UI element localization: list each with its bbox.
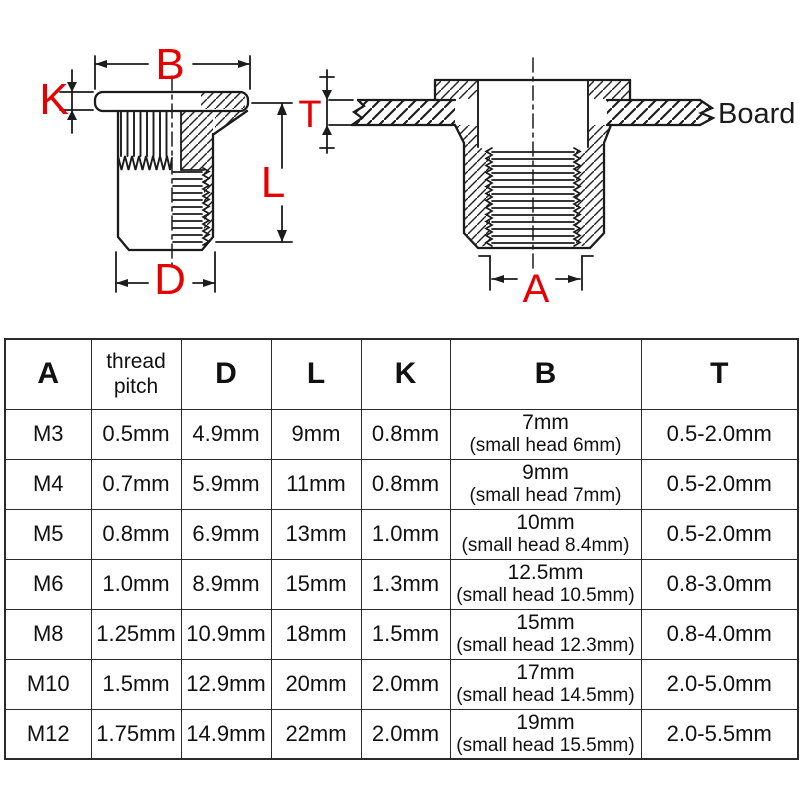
- b-small-head-value: (small head 12.3mm): [456, 634, 635, 656]
- dim-label-k: K: [39, 75, 69, 124]
- b-value: 12.5mm: [507, 561, 584, 585]
- b-value: 10mm: [516, 511, 575, 535]
- spec-cell: 0.5-2.0mm: [641, 459, 798, 509]
- b-value: 9mm: [522, 461, 569, 485]
- flange-hatch-left: [436, 81, 477, 99]
- spec-cell: 0.7mm: [91, 459, 181, 509]
- b-small-head-value: (small head 6mm): [469, 434, 622, 456]
- spec-cell: [450, 409, 641, 459]
- b-value: 19mm: [516, 711, 575, 735]
- table-row-m12: [5, 709, 798, 759]
- spec-cell: 1.25mm: [91, 609, 181, 659]
- spec-cell: M3: [5, 409, 91, 459]
- spec-cell: 0.8-3.0mm: [641, 559, 798, 609]
- spec-cell: 13mm: [271, 509, 361, 559]
- spec-cell: M8: [5, 609, 91, 659]
- col-header-a: A: [5, 339, 91, 409]
- col-header-t: T: [641, 339, 798, 409]
- flange-hatch-right: [589, 81, 629, 99]
- spec-cell: 0.8mm: [361, 409, 450, 459]
- spec-cell: 15mm: [271, 559, 361, 609]
- spec-cell: 22mm: [271, 709, 361, 759]
- spec-cell: 2.0-5.5mm: [641, 709, 798, 759]
- col-header-k: K: [361, 339, 450, 409]
- dim-label-t: T: [298, 94, 322, 136]
- dim-label-d: D: [154, 255, 186, 304]
- spec-cell: 4.9mm: [181, 409, 271, 459]
- spec-cell: 12.9mm: [181, 659, 271, 709]
- dim-label-a: A: [522, 267, 550, 311]
- spec-cell: [450, 659, 641, 709]
- table-row-m8: [5, 609, 798, 659]
- spec-table: [4, 338, 799, 760]
- table-row-m10: [5, 659, 798, 709]
- col-header-l: L: [271, 339, 361, 409]
- b-small-head-value: (small head 8.4mm): [461, 534, 630, 556]
- spec-cell: 1.75mm: [91, 709, 181, 759]
- rivet-nut-section-diagram: [39, 40, 292, 304]
- spec-cell: M10: [5, 659, 91, 709]
- spec-cell: [450, 509, 641, 559]
- spec-cell: M4: [5, 459, 91, 509]
- col-header-d: D: [181, 339, 271, 409]
- spec-cell: 20mm: [271, 659, 361, 709]
- dimension-t: [320, 70, 353, 153]
- b-small-head-value: (small head 10.5mm): [456, 584, 635, 606]
- spec-cell: M6: [5, 559, 91, 609]
- spec-cell: 1.0mm: [91, 559, 181, 609]
- spec-cell: 1.3mm: [361, 559, 450, 609]
- spec-cell: [450, 709, 641, 759]
- spec-cell: 0.8mm: [361, 459, 450, 509]
- spec-cell: M5: [5, 509, 91, 559]
- spec-cell: 1.0mm: [361, 509, 450, 559]
- spec-cell: 2.0mm: [361, 659, 450, 709]
- spec-cell: 5.9mm: [181, 459, 271, 509]
- spec-cell: 6.9mm: [181, 509, 271, 559]
- table-row-m6: [5, 559, 798, 609]
- table-row-m5: [5, 509, 798, 559]
- spec-cell: 0.8mm: [91, 509, 181, 559]
- b-value: 17mm: [516, 661, 575, 685]
- b-value: 15mm: [516, 611, 575, 635]
- spec-cell: 0.5-2.0mm: [641, 509, 798, 559]
- spec-cell: 11mm: [271, 459, 361, 509]
- spec-cell: 0.8-4.0mm: [641, 609, 798, 659]
- table-row-m4: [5, 459, 798, 509]
- spec-cell: 10.9mm: [181, 609, 271, 659]
- b-small-head-value: (small head 7mm): [469, 484, 622, 506]
- b-small-head-value: (small head 15.5mm): [456, 734, 635, 756]
- spec-cell: 0.5mm: [91, 409, 181, 459]
- spec-cell: 18mm: [271, 609, 361, 659]
- col-header-b: B: [450, 339, 641, 409]
- technical-drawings: [0, 0, 800, 335]
- spec-cell: M12: [5, 709, 91, 759]
- dim-label-l: L: [260, 158, 286, 207]
- col-header-thread-pitch: thread pitch: [91, 339, 181, 409]
- spec-cell: [450, 609, 641, 659]
- dim-label-b: B: [155, 40, 185, 89]
- spec-cell: 2.0-5.0mm: [641, 659, 798, 709]
- spec-cell: 8.9mm: [181, 559, 271, 609]
- spec-table-container: [4, 338, 797, 760]
- header-row: [5, 339, 798, 409]
- spec-cell: [450, 459, 641, 509]
- spec-cell: 14.9mm: [181, 709, 271, 759]
- b-value: 7mm: [522, 411, 569, 435]
- spec-cell: 1.5mm: [91, 659, 181, 709]
- board-label: Board: [718, 98, 796, 130]
- spec-cell: [450, 559, 641, 609]
- rivet-nut-installed-diagram: [298, 58, 795, 311]
- spec-cell: 2.0mm: [361, 709, 450, 759]
- spec-cell: 0.5-2.0mm: [641, 409, 798, 459]
- table-row-m3: [5, 409, 798, 459]
- spec-cell: 9mm: [271, 409, 361, 459]
- spec-cell: 1.5mm: [361, 609, 450, 659]
- b-small-head-value: (small head 14.5mm): [456, 684, 635, 706]
- flange-hatch: [201, 93, 245, 109]
